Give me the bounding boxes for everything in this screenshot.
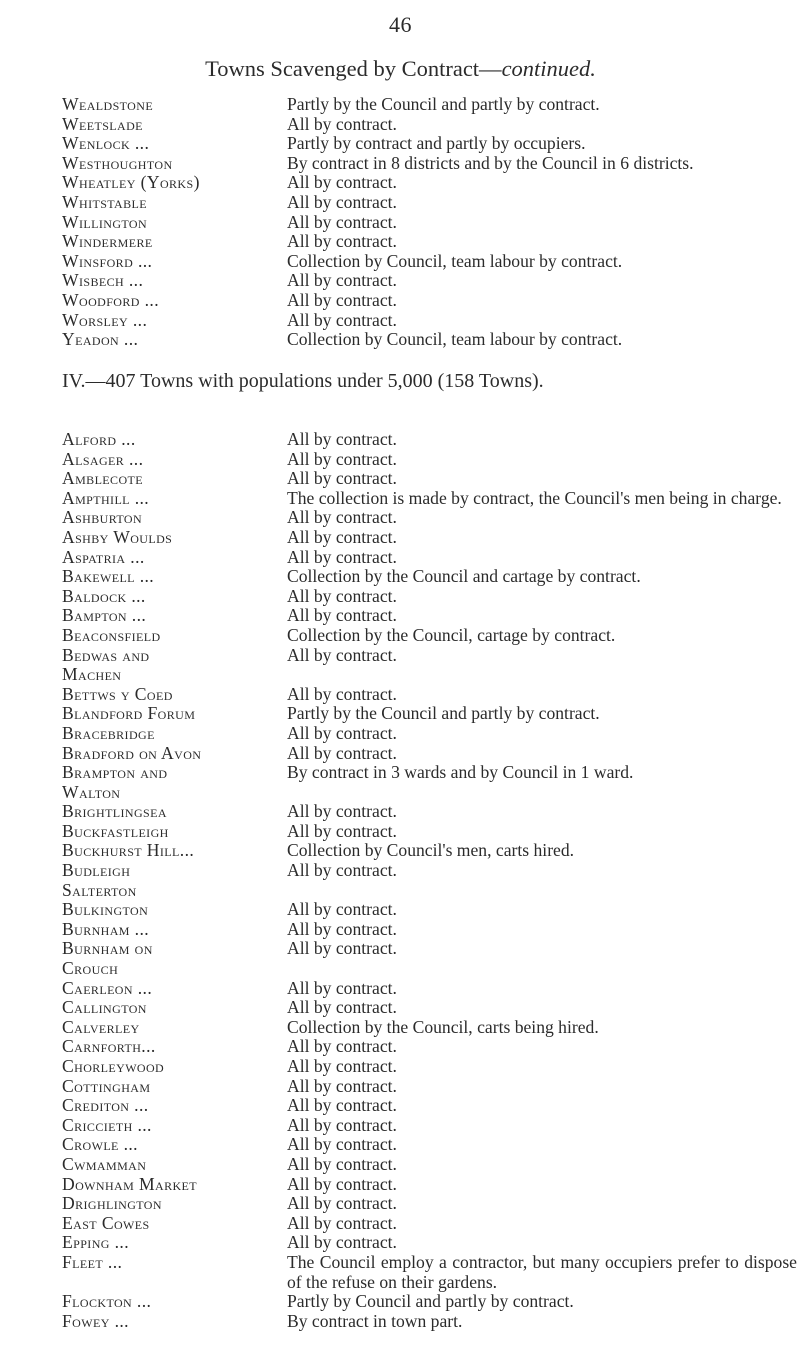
running-title-continued: continued.: [501, 56, 596, 81]
town-name: Weetslade: [62, 113, 143, 134]
town-name: Drighlington: [62, 1193, 162, 1214]
scavenging-method: All by contract.: [287, 585, 397, 606]
town-name: Buckhurst Hill...: [62, 840, 195, 861]
town-name: Beaconsfield: [62, 624, 161, 645]
town-name: Alford ...: [62, 429, 136, 449]
list-item: [62, 528, 797, 548]
list-item: [62, 1077, 797, 1097]
scavenging-method: All by contract.: [287, 191, 397, 212]
list-item: [62, 1155, 797, 1175]
town-name: Bedwas and Machen: [62, 644, 150, 685]
list-item: [62, 606, 797, 626]
scavenging-method: All by contract.: [287, 1036, 397, 1057]
scavenging-method: All by contract.: [287, 683, 397, 704]
list-item: [62, 469, 797, 489]
town-name: Ashburton: [62, 507, 143, 528]
list-item: [62, 920, 797, 940]
scavenging-method: All by contract.: [287, 546, 397, 567]
scavenging-method: By contract in 8 districts and by the Council in 6 districts.: [287, 152, 694, 173]
town-name: Wisbech ...: [62, 270, 144, 291]
scavenging-method: All by contract.: [287, 860, 397, 881]
list-item: [62, 724, 797, 744]
scavenging-method: Partly by Council and partly by contract.: [287, 1291, 574, 1312]
town-name: Alsager ...: [62, 448, 144, 469]
scavenging-method: All by contract.: [287, 289, 397, 310]
town-name: Downham Market: [62, 1173, 198, 1194]
scavenging-method: All by contract.: [287, 429, 397, 449]
section-b-list: [62, 430, 797, 1331]
town-name: Criccieth ...: [62, 1114, 152, 1135]
town-name: Winsford ...: [62, 250, 153, 271]
town-name: Callington: [62, 997, 147, 1018]
list-item: [62, 252, 797, 272]
town-name: Wenlock ...: [62, 133, 150, 154]
scavenging-method: Collection by the Council and cartage by contract.: [287, 566, 641, 587]
scavenging-method: All by contract.: [287, 899, 397, 920]
town-name: Ashby Woulds: [62, 526, 173, 547]
scavenging-method: All by contract.: [287, 1193, 397, 1214]
town-name: East Cowes: [62, 1212, 150, 1233]
scavenging-method: All by contract.: [287, 211, 397, 232]
town-name: Amblecote: [62, 468, 143, 489]
scavenging-method: By contract in 3 wards and by Council in 1 ward.: [287, 762, 634, 783]
list-item: [62, 646, 797, 685]
page-number: 46: [389, 12, 412, 37]
scavenging-method: Collection by the Council, cartage by contract.: [287, 624, 616, 645]
town-name: Burnham on Crouch: [62, 938, 153, 979]
town-name: Brightlingsea: [62, 801, 167, 822]
list-item: [62, 311, 797, 331]
scavenging-method: The Council employ a contractor, but many occupiers prefer to dispose of the refuse on their gardens.: [287, 1251, 797, 1292]
town-name: Bulkington: [62, 899, 149, 920]
list-item: [62, 939, 797, 978]
town-name: Willington: [62, 211, 148, 232]
town-name: Calverley: [62, 1016, 140, 1037]
scavenging-method: All by contract.: [287, 938, 397, 959]
town-name: Wheatley (Yorks): [62, 172, 200, 193]
town-name: Cottingham: [62, 1075, 151, 1096]
list-item: [62, 450, 797, 470]
town-name: Whitstable: [62, 191, 147, 212]
town-name: Bradford on Avon: [62, 742, 202, 763]
list-item: [62, 587, 797, 607]
town-name: Yeadon ...: [62, 329, 139, 350]
town-name: Crowle ...: [62, 1134, 138, 1155]
town-name: Bakewell ...: [62, 566, 155, 587]
list-item: [62, 1057, 797, 1077]
scavenging-method: All by contract.: [287, 270, 397, 291]
town-name: Crediton ...: [62, 1095, 149, 1116]
scavenging-method: All by contract.: [287, 722, 397, 743]
list-item: [62, 1292, 797, 1312]
list-item: [62, 900, 797, 920]
list-item: [62, 271, 797, 291]
scavenging-method: All by contract.: [287, 172, 397, 193]
scavenging-method: Partly by contract and partly by occupiers.: [287, 133, 586, 154]
scavenging-method: All by contract.: [287, 1075, 397, 1096]
town-name: Bettws y Coed: [62, 683, 173, 704]
scavenging-method: Collection by Council, team labour by contract.: [287, 250, 623, 271]
list-item: [62, 154, 797, 174]
scavenging-method: Collection by the Council, carts being hired.: [287, 1016, 599, 1037]
scavenging-method: All by contract.: [287, 113, 397, 134]
list-item: [62, 1312, 797, 1332]
scavenging-method: All by contract.: [287, 526, 397, 547]
town-name: Baldock ...: [62, 585, 146, 606]
town-name: Blandford Forum: [62, 703, 196, 724]
scavenging-method: All by contract.: [287, 605, 397, 626]
town-name: Bampton ...: [62, 605, 147, 626]
town-name: Brampton and Walton: [62, 762, 168, 802]
list-item: [62, 213, 797, 233]
list-item: [62, 1194, 797, 1214]
town-name: Ampthill ...: [62, 487, 150, 508]
list-item: [62, 193, 797, 213]
list-item: [62, 508, 797, 528]
town-name: Caerleon ...: [62, 977, 153, 998]
scavenging-method: Collection by Council, team labour by contract.: [287, 329, 623, 350]
scavenging-method: Collection by Council's men, carts hired.: [287, 840, 575, 861]
list-item: [62, 861, 797, 900]
town-name: Aspatria ...: [62, 546, 145, 567]
scavenging-method: All by contract.: [287, 1212, 397, 1233]
scavenging-method: All by contract.: [287, 977, 397, 998]
town-name: Bracebridge: [62, 722, 155, 743]
list-item: [62, 744, 797, 764]
town-name: Windermere: [62, 231, 153, 252]
scavenging-method: All by contract.: [287, 309, 397, 330]
running-title-main: Towns Scavenged by Contract—: [205, 56, 502, 81]
town-name: Wealdstone: [62, 94, 154, 114]
list-item: [62, 567, 797, 587]
scavenging-method: All by contract.: [287, 1095, 397, 1116]
list-item: [62, 1253, 797, 1292]
town-name: Budleigh Salterton: [62, 860, 137, 900]
scavenging-method: All by contract.: [287, 742, 397, 763]
town-name: Fleet ...: [62, 1251, 123, 1272]
list-item: [62, 1175, 797, 1195]
scavenging-method: All by contract.: [287, 1173, 397, 1194]
scavenging-method: All by contract.: [287, 997, 397, 1018]
list-item: [62, 330, 797, 350]
section-iv-heading: IV.—407 Towns with populations under 5,000 (158 Towns).: [62, 370, 544, 392]
list-item: [62, 802, 797, 822]
list-item: [62, 173, 797, 193]
list-item: [62, 291, 797, 311]
list-item: [62, 489, 797, 509]
scavenging-method: All by contract.: [287, 1153, 397, 1174]
scavenging-method: By contract in town part.: [287, 1310, 463, 1331]
scavenging-method: All by contract.: [287, 801, 397, 822]
town-name: Chorleywood: [62, 1056, 165, 1076]
list-item: [62, 841, 797, 861]
list-item: [62, 998, 797, 1018]
list-item: [62, 1116, 797, 1136]
town-name: Westhoughton: [62, 152, 173, 173]
town-name: Cwmamman: [62, 1153, 147, 1174]
town-name: Worsley ...: [62, 309, 148, 330]
scavenging-method: All by contract.: [287, 1114, 397, 1135]
town-name: Flockton ...: [62, 1291, 152, 1312]
running-title: [0, 56, 801, 82]
scavenging-method: Partly by the Council and partly by contract.: [287, 703, 600, 724]
scavenging-method: All by contract.: [287, 820, 397, 841]
list-item: [62, 232, 797, 252]
town-name: Buckfastleigh: [62, 820, 169, 841]
scavenging-method: All by contract.: [287, 1232, 397, 1253]
town-name: Fowey ...: [62, 1310, 129, 1331]
scavenging-method: All by contract.: [287, 448, 397, 469]
list-item: [62, 134, 797, 154]
list-item: [62, 1018, 797, 1038]
town-name: Woodford ...: [62, 289, 160, 310]
scavenging-method: All by contract.: [287, 507, 397, 528]
section-a-list: [62, 95, 797, 350]
town-name: Epping ...: [62, 1232, 130, 1253]
list-item: [62, 115, 797, 135]
scavenging-method: Partly by the Council and partly by contract.: [287, 94, 600, 114]
scavenging-method: The collection is made by contract, the Council's men being in charge.: [287, 487, 782, 508]
town-name: Carnforth...: [62, 1036, 156, 1057]
scavenging-method: All by contract.: [287, 231, 397, 252]
list-item: [62, 763, 797, 802]
scavenging-method: All by contract.: [287, 918, 397, 939]
list-item: [62, 548, 797, 568]
scavenging-method: All by contract.: [287, 468, 397, 489]
list-item: [62, 1233, 797, 1253]
scavenging-method: All by contract.: [287, 1134, 397, 1155]
list-item: [62, 704, 797, 724]
list-item: [62, 1037, 797, 1057]
list-item: [62, 979, 797, 999]
scavenging-method: All by contract.: [287, 1056, 397, 1076]
list-item: [62, 626, 797, 646]
town-name: Burnham ...: [62, 918, 150, 939]
list-item: [62, 1135, 797, 1155]
list-item: [62, 95, 797, 115]
scavenging-method: All by contract.: [287, 644, 397, 665]
list-item: [62, 685, 797, 705]
list-item: [62, 430, 797, 450]
list-item: [62, 1214, 797, 1234]
list-item: [62, 1096, 797, 1116]
list-item: [62, 822, 797, 842]
